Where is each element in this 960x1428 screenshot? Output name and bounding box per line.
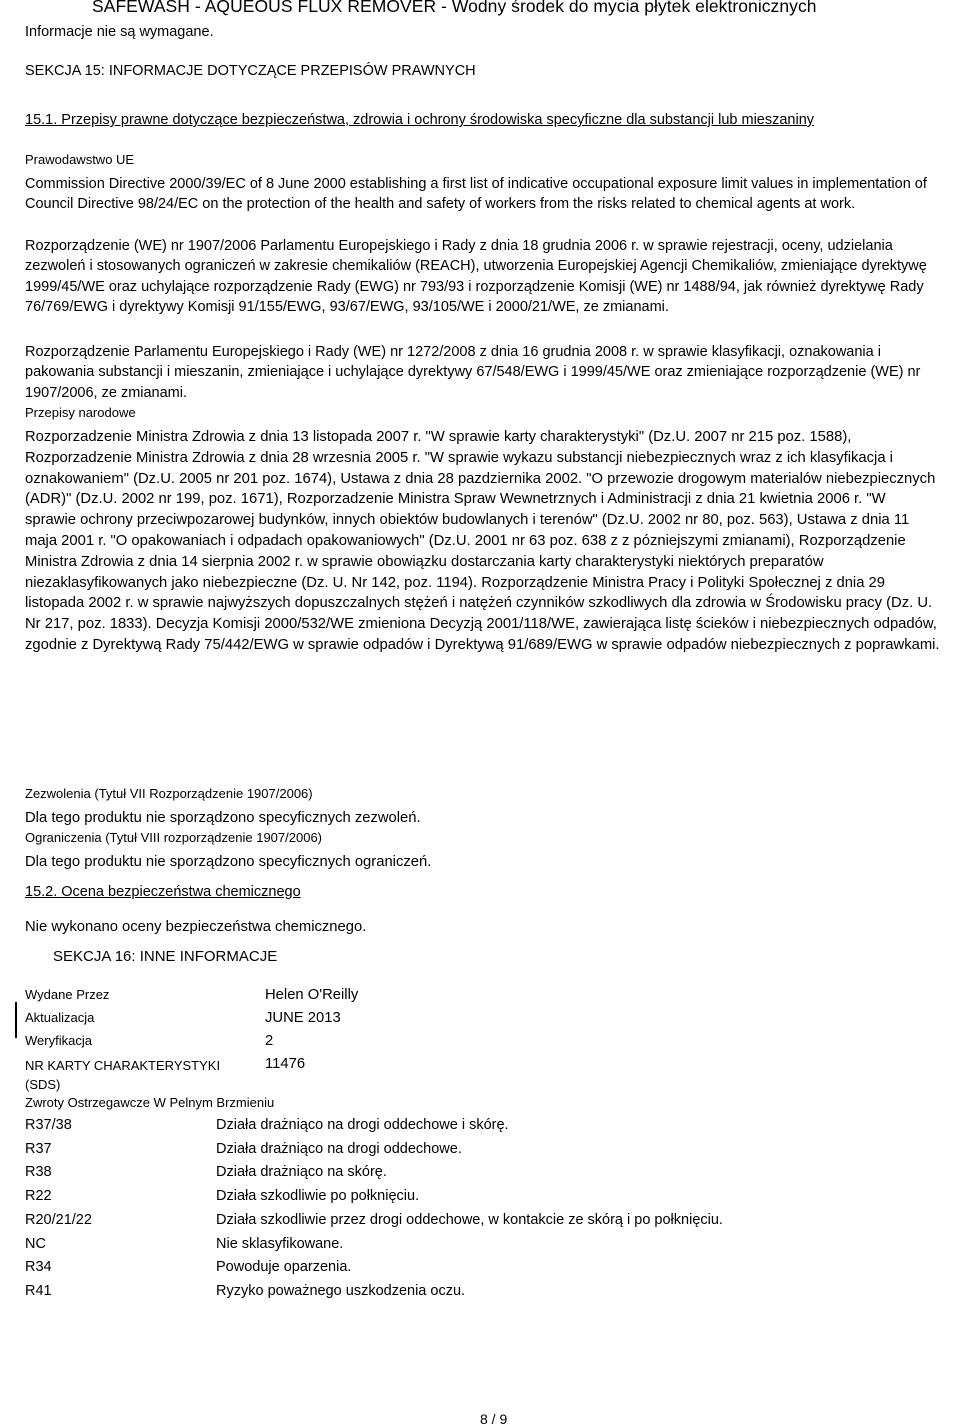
eu-paragraph: Rozporządzenie (WE) nr 1907/2006 Parlamentu Europejskiego i Rady z dnia 18 grudnia 2006 r. w sprawie rejestracji, oceny, udzielania zezwoleń i stosowanych ograniczeń w zakresie chemikaliów (REACH), utworzenia Europejskiej Agencji Chemikaliów, zmieniające dyrektywę 1999/45/WE oraz uchylające rozporządzenie Rady (EWG) nr 793/93 i rozporządzenie Komisji (WE) nr 1488/94, jak również dyrektywę Rady 76/769/EWG i dyrektywy Komisji 91/155/EWG, 93/67/EWG, 93/105/WE i 2000/21/WE, ze zmianami. bbox=[25, 238, 927, 316]
verification-value: 2 bbox=[265, 1033, 274, 1049]
revision-bar bbox=[15, 1002, 17, 1038]
phrase-code: R41 bbox=[25, 1283, 52, 1299]
phrase-code: NC bbox=[25, 1236, 46, 1252]
phrase-text: Powoduje oparzenia. bbox=[216, 1259, 352, 1275]
phrase-text: Działa szkodliwie po połknięciu. bbox=[216, 1188, 420, 1204]
phrase-text: Działa drażniąco na drogi oddechowe. bbox=[216, 1141, 462, 1157]
document-title: SAFEWASH - AQUEOUS FLUX REMOVER - Wodny środek do mycia płytek elektronicznych bbox=[92, 0, 817, 16]
phrase-text: Ryzyko poważnego uszkodzenia oczu. bbox=[216, 1283, 466, 1299]
eu-paragraph: Rozporządzenie Parlamentu Europejskiego i Rady (WE) nr 1272/2008 z dnia 16 grudnia 2008 r. w sprawie klasyfikacji, oznakowania i pakowania substancji i mieszanin, zmieniające i uchylające dyrektywy 67/548/EWG i 1999/45/WE oraz zmieniające rozporządzenie (WE) nr 1907/2006, ze zmianami. bbox=[25, 344, 921, 401]
phrase-code: R38 bbox=[25, 1164, 52, 1180]
eu-paragraph: Commission Directive 2000/39/EC of 8 June 2000 establishing a first list of indicative occupational exposure limit values in implementation of Council Directive 98/24/EC on the protection of the health and safety of workers from the risks related to chemical agents at work. bbox=[25, 176, 927, 213]
page-number: 8 / 9 bbox=[480, 1411, 508, 1427]
permits-heading: Zezwolenia (Tytuł VII Rozporządzenie 1907/2006) bbox=[25, 786, 313, 801]
subsection-15-2-heading: 15.2. Ocena bezpieczeństwa chemicznego bbox=[25, 884, 301, 900]
issued-by-label: Wydane Przez bbox=[25, 987, 110, 1002]
phrase-text: Działa drażniąco na drogi oddechowe i skórę. bbox=[216, 1117, 509, 1133]
update-value: JUNE 2013 bbox=[265, 1010, 341, 1026]
section-16-title: SEKCJA 16: INNE INFORMACJE bbox=[53, 948, 278, 965]
sds-number-label: NR KARTY CHARAKTERYSTYKI (SDS) bbox=[25, 1058, 221, 1092]
phrase-code: R22 bbox=[25, 1188, 52, 1204]
sds-number-value: 11476 bbox=[265, 1056, 306, 1072]
phrase-text: Nie sklasyfikowane. bbox=[216, 1236, 344, 1252]
info-line: Informacje nie są wymagane. bbox=[25, 24, 214, 40]
update-label: Aktualizacja bbox=[25, 1010, 95, 1025]
eu-legislation-heading: Prawodawstwo UE bbox=[25, 152, 135, 167]
phrase-code: R37/38 bbox=[25, 1117, 72, 1133]
restrictions-text: Dla tego produktu nie sporządzono specyficznych ograniczeń. bbox=[25, 854, 432, 870]
phrase-text: Działa szkodliwie przez drogi oddechowe, w kontakcie ze skórą i po połknięciu. bbox=[216, 1212, 723, 1228]
phrases-heading: Zwroty Ostrzegawcze W Pelnym Brzmieniu bbox=[25, 1095, 275, 1110]
phrase-code: R20/21/22 bbox=[25, 1212, 92, 1228]
national-regulations-heading: Przepisy narodowe bbox=[25, 405, 136, 420]
permits-text: Dla tego produktu nie sporządzono specyficznych zezwoleń. bbox=[25, 810, 421, 826]
section-15-title: SEKCJA 15: INFORMACJE DOTYCZĄCE PRZEPISÓW PRAWNYCH bbox=[25, 63, 476, 79]
phrase-code: R37 bbox=[25, 1141, 52, 1157]
national-regulations-text: Rozporzadzenie Ministra Zdrowia z dnia 13 listopada 2007 r. "W sprawie karty charakterystyki" (Dz.U. 2007 nr 215 poz. 1588), Rozporzadzenie Ministra Zdrowia z dnia 28 wrzesnia 2005 r. "W sprawie wykazu substancji niebezpiecznych wraz z ich klasyfikacja i oznakowaniem" (Dz.U. 2005 nr 201 poz. 1674), Ustawa z dnia 28 pazdziernika 2002. "O przewozie drogowym materialów niebezpiecznych (ADR)" (Dz.U. 2002 nr 199, poz. 1671), Rozporzadzenie Ministra Spraw Wewnetrznych i Administracji z dnia 21 kwietnia 2006 r. "W sprawie ochrony przeciwpozarowej budynków, innych obiektów budowlanych i terenów" (Dz.U. 2002 nr 80, poz. 563), Ustawa z dnia 11 maja 2001 r. "O opakowaniach i odpadach opakowaniowych" (Dz.U. 2001 nr 63 poz. 638 z z pózniejszymi zmianami), Rozporządzenie Ministra Zdrowia z dnia 14 sierpnia 2002 r. w sprawie obowiązku dostarczania karty charakterystyki niektórych preparatów niezaklasyfikowanych jako niebezpieczne (Dz. U. Nr 142, poz. 1194). Rozporządzenie Ministra Pracy i Polityki Społecznej z dnia 29 listopada 2002 r. w sprawie najwyższych dopuszczalnych stężeń i natężeń czynników szkodliwych dla zdrowia w Środowisku pracy (Dz. U. Nr 217, poz. 1833). Decyzja Komisji 2000/532/WE zmieniona Decyzją 2001/118/WE, zawierająca listę ścieków i niebezpiecznych odpadów, zgodnie z Dyrektywą Rady 75/442/EWG w sprawie odpadów i Dyrektywą 91/689/EWG w sprawie odpadów niebezpiecznych z poprawkami. bbox=[25, 429, 940, 653]
restrictions-heading: Ograniczenia (Tytuł VIII rozporządzenie 1907/2006) bbox=[25, 830, 323, 845]
phrase-text: Działa drażniąco na skórę. bbox=[216, 1164, 387, 1180]
phrase-code: R34 bbox=[25, 1259, 52, 1275]
safety-assessment-text: Nie wykonano oceny bezpieczeństwa chemicznego. bbox=[25, 919, 367, 935]
issued-by-value: Helen O'Reilly bbox=[265, 987, 359, 1003]
subsection-15-1-heading: 15.1. Przepisy prawne dotyczące bezpieczeństwa, zdrowia i ochrony środowiska specyficzne dla substancji lub mieszaniny bbox=[25, 112, 815, 128]
verification-label: Weryfikacja bbox=[25, 1033, 92, 1048]
